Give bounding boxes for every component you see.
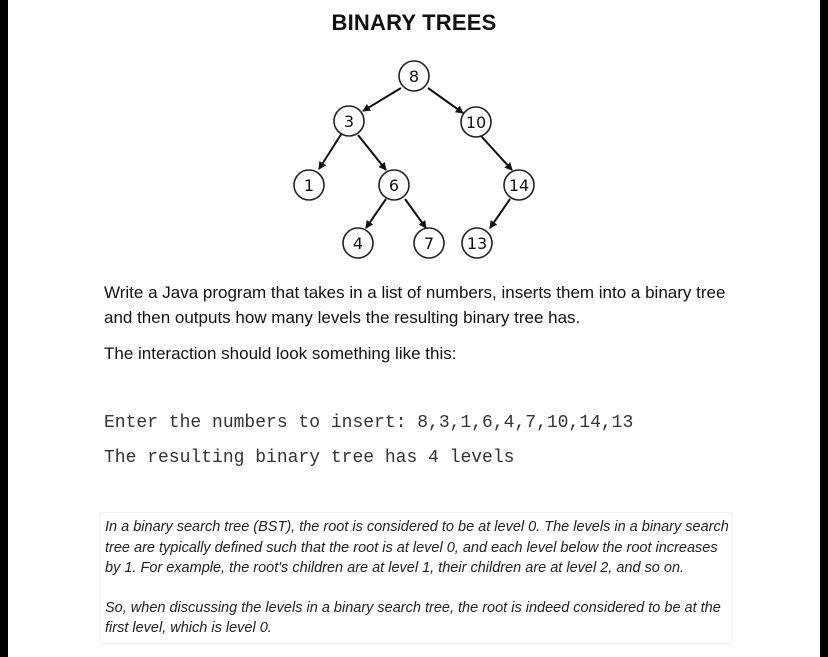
tree-node-8: [399, 61, 429, 91]
edge-14-13: [490, 199, 510, 228]
tree-node-label: 14: [508, 176, 530, 195]
edge-6-7: [405, 199, 426, 228]
tree-node-label: 7: [423, 234, 435, 253]
tree-node-label: 3: [343, 112, 355, 131]
edge-3-6: [358, 135, 386, 170]
tree-node-13: [462, 228, 492, 258]
tree-node-14: [504, 170, 534, 200]
example-output-line: The resulting binary tree has 4 levels: [104, 448, 515, 468]
edge-10-14: [481, 136, 512, 170]
tree-node-label: 6: [388, 176, 400, 195]
edge-3-1: [319, 133, 342, 169]
interaction-intro: The interaction should look something like this:: [104, 344, 457, 363]
edge-6-4: [366, 199, 386, 228]
tree-node-label: 8: [408, 67, 420, 86]
tree-node-3: [334, 106, 364, 136]
edge-8-3: [363, 88, 401, 111]
task-description: Write a Java program that takes in a list of numbers, inserts them into a binary tree and then outputs how many levels the resulting binary tree has.: [104, 283, 726, 327]
binary-tree-diagram: [8, 0, 820, 270]
tree-node-label: 4: [352, 234, 364, 253]
tree-node-1: [294, 170, 324, 200]
example-input-line: Enter the numbers to insert: 8,3,1,6,4,7,10,14,13: [104, 413, 634, 433]
tree-node-10: [461, 107, 491, 137]
edge-8-10: [428, 88, 463, 113]
tree-node-6: [379, 170, 409, 200]
tree-node-4: [343, 228, 373, 258]
note-paragraph-1: In a binary search tree (BST), the root is considered to be at level 0. The levels in a binary search tree are typically defined such that the root is at level 0, and each level below the root increases by 1. For example, the root's children are at level 1, their children are at level 2, and so on.: [105, 519, 729, 576]
level-definition-note: [100, 512, 732, 644]
note-paragraph-2: So, when discussing the levels in a binary search tree, the root is indeed considered to be at the first level, which is level 0.: [105, 599, 721, 636]
tree-node-label: 13: [466, 234, 488, 253]
page-title: BINARY TREES: [331, 10, 497, 35]
tree-node-7: [414, 228, 444, 258]
document-page: [8, 0, 820, 657]
tree-node-label: 1: [303, 176, 315, 195]
tree-node-label: 10: [465, 113, 487, 132]
